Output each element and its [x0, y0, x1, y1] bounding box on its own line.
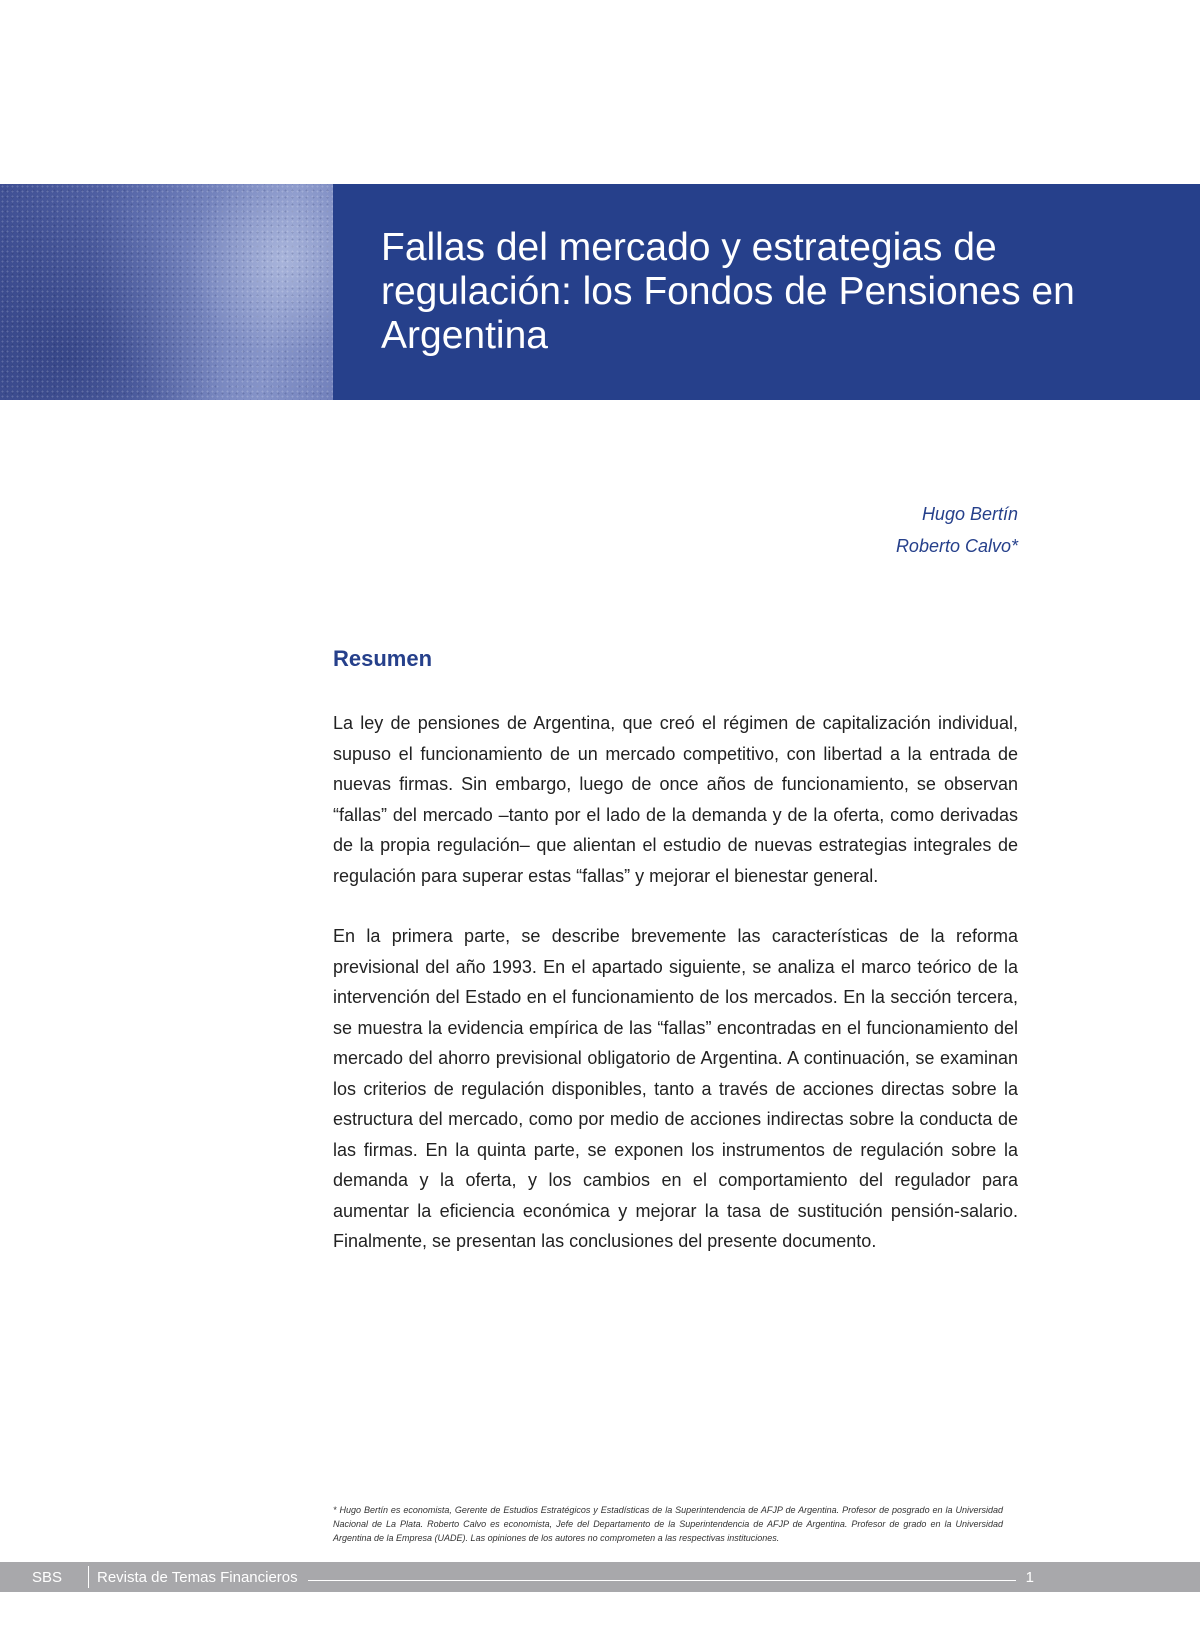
banner-title-panel [333, 184, 1200, 400]
footer-rule [308, 1580, 1016, 1581]
footer-journal-name: Revista de Temas Financieros [97, 1568, 298, 1586]
author-name: Roberto Calvo* [895, 536, 1018, 556]
banner-texture-image [0, 184, 333, 400]
abstract-body [333, 708, 1018, 1287]
abstract-heading: Resumen [333, 646, 433, 671]
author-name: Hugo Bertín [921, 504, 1018, 524]
article-title: Fallas del mercado y estrategias de regulación: los Fondos de Pensiones en Argentina [381, 226, 1075, 357]
footer-sbs-label: SBS [32, 1568, 63, 1586]
author-footnote: * Hugo Bertín es economista, Gerente de Estudios Estratégicos y Estadísticas de la Superintendencia de AFJP de Argentina. Profesor de posgrado en la Universidad Nacional de La Plata. Roberto Calvo es economista, Jefe del Departamento de la Superintendencia de AFJP de Argentina. Profesor de grado en la Universidad Argentina de la Empresa (UADE). Las opiniones de los autores no comprometen a las respectivas instituciones. [333, 1505, 1003, 1543]
author-list [896, 498, 1018, 562]
abstract-paragraph: En la primera parte, se describe brevemente las características de la reforma previsional del año 1993. En el apartado siguiente, se analiza el marco teórico de la intervención del Estado en el funcionamiento de los mercados. En la sección tercera, se muestra la evidencia empírica de las “fallas” encontradas en el funcionamiento del mercado del ahorro previsional obligatorio de Argentina. A continuación, se examinan los criterios de regulación disponibles, tanto a través de acciones directas sobre la estructura del mercado, como por medio de acciones indirectas sobre la conducta de las firmas. En la quinta parte, se exponen los instrumentos de regulación sobre la demanda y la oferta, y los cambios en el comportamiento del regulador para aumentar la eficiencia económica y mejorar la tasa de sustitución pensión-salario. Finalmente, se presentan las conclusiones del presente documento. [333, 926, 1018, 1251]
page-footer [0, 1562, 1200, 1592]
abstract-paragraph: La ley de pensiones de Argentina, que creó el régimen de capitalización individual, supuso el funcionamiento de un mercado competitivo, con libertad a la entrada de nuevas firmas. Sin embargo, luego de once años de funcionamiento, se observan “fallas” del mercado –tanto por el lado de la demanda y de la oferta, como derivadas de la propia regulación– que alientan el estudio de nuevas estrategias integrales de regulación para superar estas “fallas” y mejorar el bienestar general. [333, 713, 1018, 886]
title-banner [0, 184, 1200, 400]
page-number: 1 [1025, 1568, 1034, 1586]
